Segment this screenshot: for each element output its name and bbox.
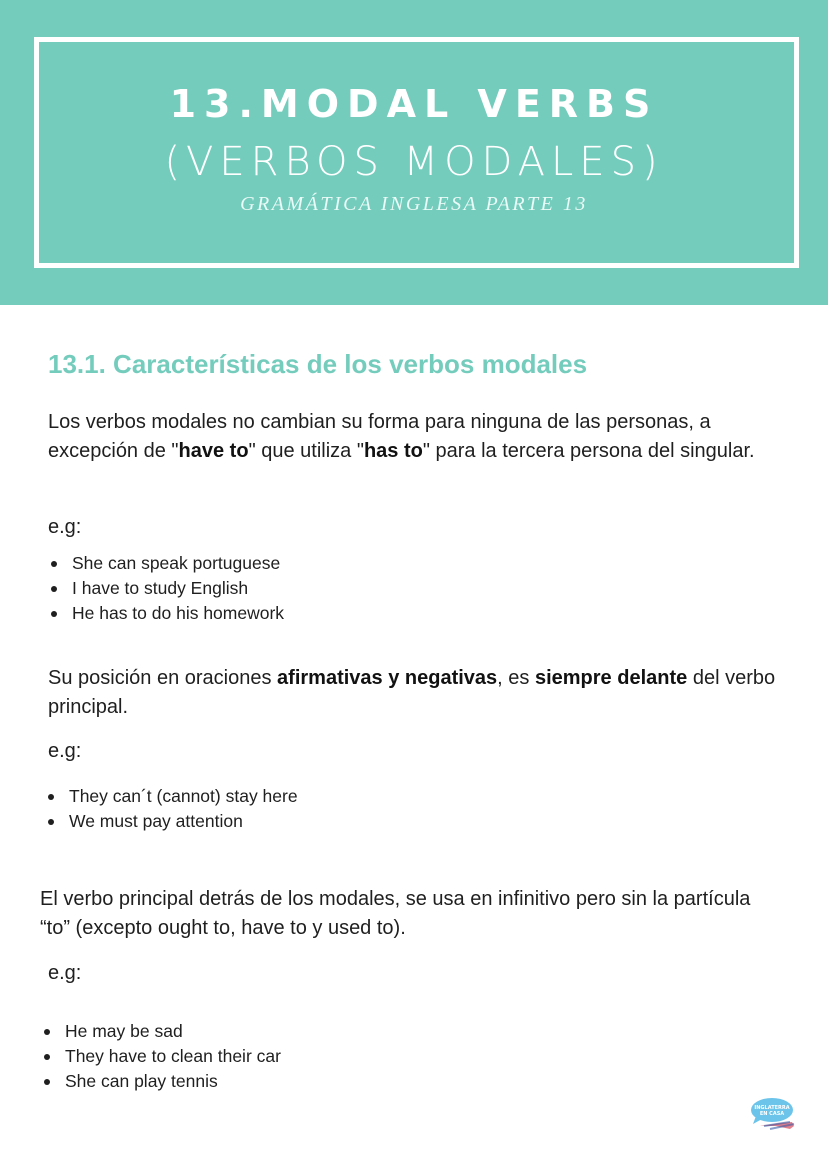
eg-label: e.g: [48,740,82,762]
text: Su posición en oraciones [48,667,278,689]
list-item: They can´t (cannot) stay here [45,784,298,809]
header-banner [0,0,828,305]
title-line-1: 13.MODAL VERBS [169,82,659,126]
text: , es [497,667,535,689]
svg-text:EN CASA: EN CASA [759,1111,785,1117]
text: " que utiliza " [248,440,364,462]
text: del verbo principal. [48,667,776,718]
list-item: He may be sad [41,1019,281,1044]
section-title: 13.1. Características de los verbos modales [48,349,588,379]
text: " para la tercera persona del singular. [422,440,755,462]
bold-text: has to [363,440,423,462]
eg-label: e.g: [48,516,82,538]
bold-text: afirmativas y negativas [277,667,498,689]
paragraph-1 [48,408,783,466]
list-item: He has to do his homework [48,601,284,626]
logo [750,1096,796,1132]
list-item: We must pay attention [45,809,298,834]
list-item: They have to clean their car [41,1044,281,1069]
subtitle: GRAMÁTICA INGLESA PARTE 13 [240,193,588,215]
paragraph-2 [48,664,783,722]
bold-text: siempre delante [534,667,688,689]
list-item: I have to study English [48,576,284,601]
bold-text: have to [178,440,249,462]
example-list-3 [41,1019,281,1094]
list-item: She can play tennis [41,1069,281,1094]
list-item: She can speak portuguese [48,551,284,576]
example-list-2 [45,784,298,834]
paragraph-3: El verbo principal detrás de los modales, se usa en infinitivo pero sin la partícula “to” (excepto ought to, have to y used to). [40,888,751,939]
speech-bubble-flag-logo-icon [750,1096,796,1132]
example-list-1 [48,551,284,626]
svg-text:INGLATERRA: INGLATERRA [754,1105,790,1111]
eg-label: e.g: [48,962,82,984]
text: Los verbos modales no cambian su forma para ninguna de las personas, a excepción de " [48,411,711,462]
title-line-2: (VERBOS MODALES) [164,139,664,185]
